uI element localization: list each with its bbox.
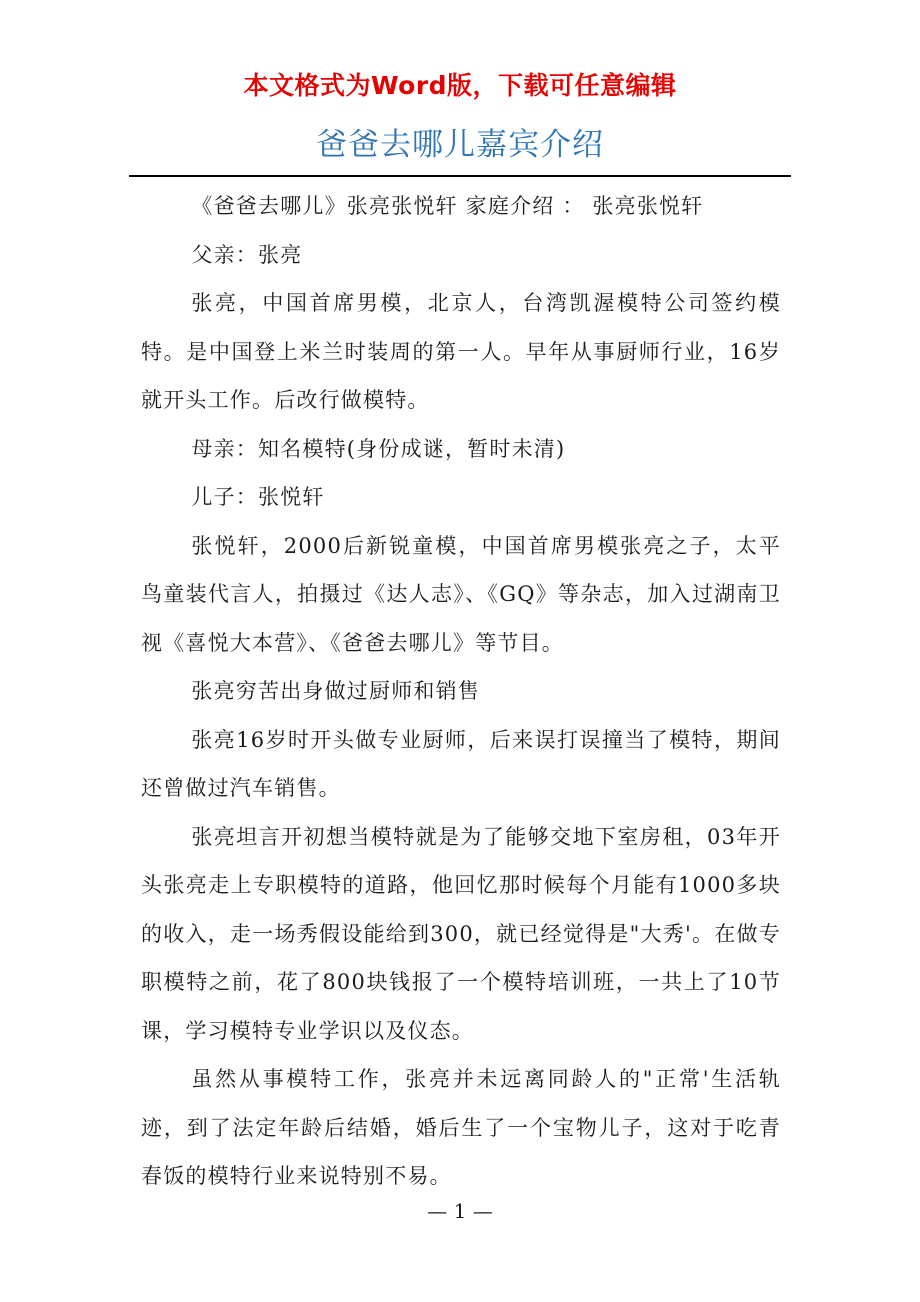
paragraph-intro: 《爸爸去哪儿》张亮张悦轩 家庭介绍 ： 张亮张悦轩 bbox=[191, 194, 704, 218]
paragraph-career-early: 张亮16岁时开头做专业厨师，后来误打误撞当了模特，期间还曾做过汽车销售。 bbox=[141, 727, 781, 800]
title-divider bbox=[129, 175, 791, 177]
paragraph-subheading: 张亮穷苦出身做过厨师和销售 bbox=[191, 679, 480, 703]
format-notice-banner: 本文格式为Word版，下载可任意编辑 bbox=[243, 71, 677, 100]
paragraph-father-bio: 张亮，中国首席男模，北京人，台湾凯渥模特公司签约模特。是中国登上米兰时装周的第一人。早年从事厨师行业，16岁就开头工作。后改行做模特。 bbox=[141, 291, 781, 412]
document-body bbox=[141, 182, 781, 1201]
paragraph-son: 儿子：张悦轩 bbox=[191, 485, 325, 509]
paragraph-mother: 母亲：知名模特(身份成谜，暂时未清) bbox=[191, 436, 566, 461]
paragraph-father: 父亲：张亮 bbox=[191, 242, 303, 267]
page-number: — 1 — bbox=[427, 1199, 493, 1223]
document-title: 爸爸去哪儿嘉宾介绍 bbox=[316, 127, 604, 163]
paragraph-son-bio: 张悦轩，2000后新锐童模，中国首席男模张亮之子，太平鸟童装代言人，拍摄过《达人志》、《GQ》等杂志，加入过湖南卫视《喜悦大本营》、《爸爸去哪儿》等节目。 bbox=[141, 533, 781, 655]
paragraph-career-model: 张亮坦言开初想当模特就是为了能够交地下室房租，03年开头张亮走上专职模特的道路，他回忆那时候每个月能有1000多块的收入，走一场秀假设能给到300，就已经觉得是"大秀'。在做专职模特之前，花了800块钱报了一个模特培训班，一共上了10节课，学习模特专业学识以及仪态。 bbox=[141, 824, 781, 1043]
paragraph-family-life: 虽然从事模特工作，张亮并未远离同龄人的"正常'生活轨迹，到了法定年龄后结婚，婚后生了一个宝物儿子，这对于吃青春饭的模特行业来说特别不易。 bbox=[141, 1067, 781, 1188]
